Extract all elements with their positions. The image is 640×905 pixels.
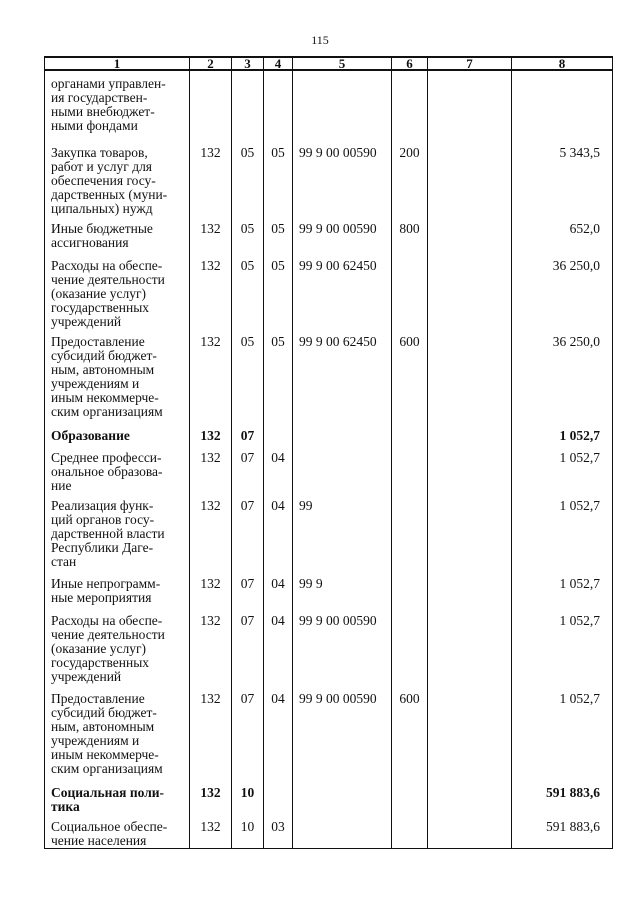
amount — [512, 445, 613, 493]
amount-text: 1 052,7 — [559, 576, 600, 591]
admin-code — [190, 216, 232, 253]
section-code-text: 05 — [240, 258, 255, 273]
subsection-code-text: 04 — [271, 691, 285, 706]
subsection-code — [264, 814, 293, 849]
target-article — [293, 686, 392, 778]
amount — [512, 778, 613, 814]
admin-code-text: 132 — [200, 145, 221, 160]
section-code-text: 05 — [240, 334, 255, 349]
column-7-value — [428, 140, 512, 216]
column-7-value — [428, 814, 512, 849]
column-header: 6 — [392, 57, 428, 70]
column-header: 1 — [45, 57, 190, 70]
section-code — [232, 445, 264, 493]
table-row — [45, 493, 613, 571]
admin-code-text: 132 — [200, 258, 221, 273]
amount-text: 591 883,6 — [546, 819, 600, 834]
amount-text: 1 052,7 — [559, 498, 600, 513]
subsection-code-text: 04 — [271, 613, 285, 628]
expense-type — [392, 778, 428, 814]
subsection-code-text: 05 — [271, 221, 285, 236]
target-article — [293, 608, 392, 686]
row-name: органами управлен- ия государствен- ными внебюджет- ными фондами — [45, 70, 190, 140]
admin-code — [190, 140, 232, 216]
expense-type — [392, 686, 428, 778]
expense-type — [392, 253, 428, 329]
section-code — [232, 421, 264, 445]
target-article — [293, 70, 392, 140]
subsection-code-text: 04 — [271, 576, 285, 591]
admin-code-text: 132 — [200, 691, 221, 706]
column-header: 7 — [428, 57, 512, 70]
target-article — [293, 571, 392, 608]
expense-type — [392, 70, 428, 140]
amount — [512, 253, 613, 329]
admin-code-text: 132 — [200, 498, 221, 513]
amount-text: 5 343,5 — [559, 145, 600, 160]
column-7-value — [428, 70, 512, 140]
admin-code — [190, 814, 232, 849]
expense-type-text: 600 — [399, 691, 420, 706]
target-article-text: 99 9 00 00590 — [299, 613, 377, 628]
table-row — [45, 421, 613, 445]
section-code-text: 07 — [240, 613, 255, 628]
section-code-text: 07 — [240, 498, 255, 513]
target-article — [293, 814, 392, 849]
table-row — [45, 686, 613, 778]
column-7-value — [428, 445, 512, 493]
section-code — [232, 70, 264, 140]
expense-type — [392, 216, 428, 253]
subsection-code — [264, 778, 293, 814]
column-7-value — [428, 253, 512, 329]
expense-type-text: 800 — [399, 221, 420, 236]
table-row — [45, 216, 613, 253]
column-7-value — [428, 421, 512, 445]
amount — [512, 70, 613, 140]
target-article — [293, 493, 392, 571]
budget-table — [44, 56, 613, 849]
column-header: 4 — [264, 57, 293, 70]
subsection-code — [264, 216, 293, 253]
subsection-code — [264, 70, 293, 140]
column-header: 8 — [512, 57, 613, 70]
subsection-code-text: 04 — [271, 450, 285, 465]
expense-type — [392, 571, 428, 608]
admin-code — [190, 445, 232, 493]
section-code-text: 07 — [240, 691, 255, 706]
subsection-code — [264, 140, 293, 216]
admin-code — [190, 329, 232, 421]
amount — [512, 571, 613, 608]
target-article-text: 99 9 00 00590 — [299, 691, 377, 706]
admin-code — [190, 608, 232, 686]
admin-code — [190, 421, 232, 445]
target-article — [293, 140, 392, 216]
amount-text: 36 250,0 — [552, 334, 600, 349]
target-article-text: 99 9 — [299, 576, 323, 591]
section-code — [232, 814, 264, 849]
amount — [512, 421, 613, 445]
table-row — [45, 329, 613, 421]
subsection-code-text: 04 — [271, 498, 285, 513]
admin-code-text: 132 — [200, 221, 221, 236]
column-header: 3 — [232, 57, 264, 70]
column-7-value — [428, 686, 512, 778]
row-name: Предоставление субсидий бюджет- ным, автономным учреждениям и иным некоммерче- ским организациям — [45, 329, 190, 421]
section-code-text: 05 — [240, 145, 255, 160]
amount — [512, 140, 613, 216]
expense-type — [392, 445, 428, 493]
column-7-value — [428, 571, 512, 608]
target-article — [293, 778, 392, 814]
section-code-text: 10 — [240, 819, 255, 834]
section-code-text: 05 — [240, 221, 255, 236]
amount-text: 36 250,0 — [552, 258, 600, 273]
column-header: 2 — [190, 57, 232, 70]
amount-text: 1 052,7 — [559, 428, 600, 443]
amount — [512, 493, 613, 571]
row-name: Иные непрограмм- ные мероприятия — [45, 571, 190, 608]
subsection-code-text: 05 — [271, 258, 285, 273]
admin-code — [190, 493, 232, 571]
section-code — [232, 140, 264, 216]
section-code — [232, 329, 264, 421]
admin-code-text: 132 — [200, 450, 221, 465]
table-row — [45, 778, 613, 814]
subsection-code — [264, 493, 293, 571]
subsection-code — [264, 421, 293, 445]
subsection-code-text: 03 — [271, 819, 285, 834]
section-code-text: 10 — [240, 785, 255, 800]
admin-code-text: 132 — [200, 576, 221, 591]
column-7-value — [428, 493, 512, 571]
section-code — [232, 778, 264, 814]
target-article — [293, 445, 392, 493]
subsection-code — [264, 253, 293, 329]
row-name: Реализация функ- ций органов госу- дарственной власти Республики Даге- стан — [45, 493, 190, 571]
table-row — [45, 608, 613, 686]
expense-type — [392, 140, 428, 216]
amount — [512, 686, 613, 778]
amount — [512, 216, 613, 253]
table-row — [45, 253, 613, 329]
expense-type — [392, 814, 428, 849]
section-code-text: 07 — [240, 576, 255, 591]
admin-code-text: 132 — [200, 785, 221, 800]
section-code — [232, 686, 264, 778]
amount-text: 1 052,7 — [559, 691, 600, 706]
section-code-text: 07 — [240, 428, 255, 443]
admin-code-text: 132 — [200, 334, 221, 349]
section-code — [232, 253, 264, 329]
row-name: Закупка товаров, работ и услуг для обеспечения госу- дарственных (муни- ципальных) нужд — [45, 140, 190, 216]
section-code — [232, 608, 264, 686]
target-article-text: 99 — [299, 498, 313, 513]
admin-code — [190, 778, 232, 814]
expense-type-text: 200 — [399, 145, 420, 160]
table-row — [45, 445, 613, 493]
row-name: Среднее професси- ональное образова- ние — [45, 445, 190, 493]
admin-code-text: 132 — [200, 613, 221, 628]
admin-code — [190, 571, 232, 608]
amount-text: 652,0 — [569, 221, 600, 236]
amount — [512, 329, 613, 421]
section-code — [232, 216, 264, 253]
column-7-value — [428, 608, 512, 686]
row-name: Образование — [45, 421, 190, 445]
subsection-code — [264, 571, 293, 608]
admin-code-text: 132 — [200, 428, 221, 443]
page-number: 115 — [311, 33, 329, 47]
admin-code — [190, 253, 232, 329]
target-article — [293, 253, 392, 329]
column-7-value — [428, 778, 512, 814]
row-name: Предоставление субсидий бюджет- ным, автономным учреждениям и иным некоммерче- ским организациям — [45, 686, 190, 778]
target-article — [293, 421, 392, 445]
section-code — [232, 493, 264, 571]
table-row — [45, 140, 613, 216]
table-row — [45, 814, 613, 849]
admin-code — [190, 686, 232, 778]
expense-type — [392, 329, 428, 421]
admin-code-text: 132 — [200, 819, 221, 834]
amount — [512, 814, 613, 849]
target-article — [293, 216, 392, 253]
target-article — [293, 329, 392, 421]
table-row — [45, 571, 613, 608]
amount-text: 591 883,6 — [546, 785, 600, 800]
subsection-code — [264, 445, 293, 493]
row-name: Расходы на обеспе- чение деятельности (оказание услуг) государственных учреждений — [45, 253, 190, 329]
amount — [512, 608, 613, 686]
subsection-code — [264, 608, 293, 686]
expense-type-text: 600 — [399, 334, 420, 349]
target-article-text: 99 9 00 62450 — [299, 334, 377, 349]
expense-type — [392, 421, 428, 445]
header-row — [45, 57, 613, 70]
expense-type — [392, 493, 428, 571]
column-7-value — [428, 329, 512, 421]
row-name: Расходы на обеспе- чение деятельности (оказание услуг) государственных учреждений — [45, 608, 190, 686]
expense-type — [392, 608, 428, 686]
column-7-value — [428, 216, 512, 253]
row-name: Социальное обеспе- чение населения — [45, 814, 190, 849]
row-name: Социальная поли- тика — [45, 778, 190, 814]
section-code-text: 07 — [240, 450, 255, 465]
target-article-text: 99 9 00 00590 — [299, 221, 377, 236]
section-code — [232, 571, 264, 608]
subsection-code-text: 05 — [271, 334, 285, 349]
column-header: 5 — [293, 57, 392, 70]
table-row — [45, 70, 613, 140]
target-article-text: 99 9 00 00590 — [299, 145, 377, 160]
subsection-code-text: 05 — [271, 145, 285, 160]
row-name: Иные бюджетные ассигнования — [45, 216, 190, 253]
target-article-text: 99 9 00 62450 — [299, 258, 377, 273]
amount-text: 1 052,7 — [559, 450, 600, 465]
subsection-code — [264, 686, 293, 778]
amount-text: 1 052,7 — [559, 613, 600, 628]
subsection-code — [264, 329, 293, 421]
admin-code — [190, 70, 232, 140]
